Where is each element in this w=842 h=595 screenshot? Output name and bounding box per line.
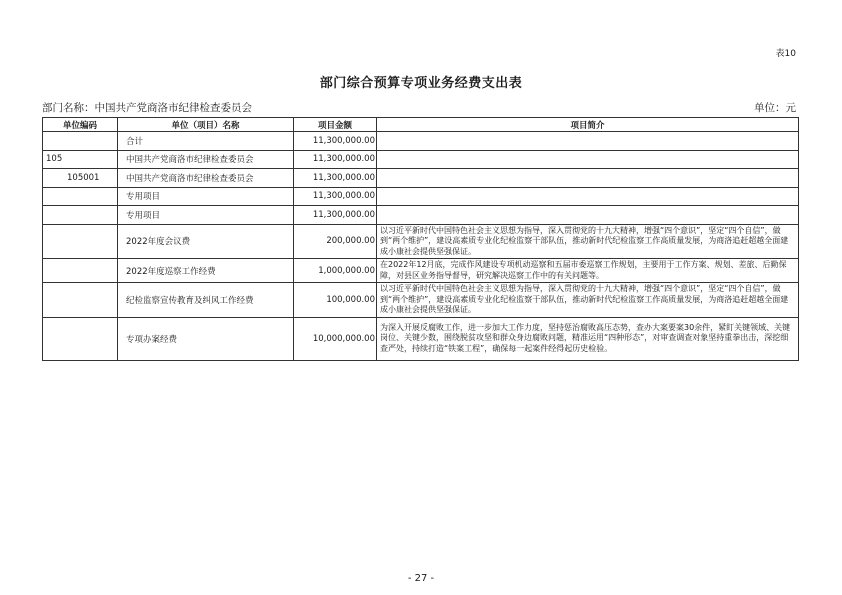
- row-description: [377, 150, 799, 169]
- table-row: [43, 317, 799, 360]
- row-code: [43, 259, 118, 283]
- row-code: [43, 224, 118, 259]
- row-description: 以习近平新时代中国特色社会主义思想为指导，深入贯彻党的十九大精神，增强“四个意识”，坚定“四个自信”，做到“两个维护”，建设高素质专业化纪检监察干部队伍，推动新时代纪检监察工作高质量发展，为商洛追赶超越全面建成小康社会提供坚强保证。: [377, 283, 799, 318]
- row-amount: 11,300,000.00: [294, 150, 377, 169]
- row-description: 以习近平新时代中国特色社会主义思想为指导，深入贯彻党的十九大精神，增强“四个意识”，坚定“四个自信”，做到“两个维护”，建设高素质专业化纪检监察干部队伍，推动新时代纪检监察工作高质量发展，为商洛追赶超越全面建成小康社会提供坚强保证。: [377, 224, 799, 259]
- table-row: [43, 206, 799, 225]
- table-row: [43, 259, 799, 283]
- row-name: 专项办案经费: [118, 317, 294, 360]
- row-description: [377, 132, 799, 151]
- table-row: [43, 150, 799, 169]
- row-name: 中国共产党商洛市纪律检查委员会: [118, 169, 294, 188]
- table-row: [43, 283, 799, 318]
- column-header-amount: 项目金额: [294, 118, 377, 132]
- table-row: [43, 187, 799, 206]
- row-code: [43, 206, 118, 225]
- row-code: [43, 283, 118, 318]
- row-description: 在2022年12月底，完成作风建设专项机动巡察和五届市委巡察工作规划，主要用于工作方案、规划、差旅、后勤保障，对县区业务指导督导，研究解决巡察工作中的有关问题等。: [377, 259, 799, 283]
- row-amount: 11,300,000.00: [294, 132, 377, 151]
- table-row: [43, 224, 799, 259]
- row-name: 专用项目: [118, 206, 294, 225]
- table-header-row: [43, 118, 799, 132]
- row-amount: 1,000,000.00: [294, 259, 377, 283]
- table-row: [43, 132, 799, 151]
- row-amount: 10,000,000.00: [294, 317, 377, 360]
- table-number-tag: 表10: [775, 49, 796, 59]
- row-name: 专用项目: [118, 187, 294, 206]
- row-name: 中国共产党商洛市纪律检查委员会: [118, 150, 294, 169]
- row-description: [377, 206, 799, 225]
- row-name: 2022年度会议费: [118, 224, 294, 259]
- table-row: [43, 169, 799, 188]
- row-amount: 11,300,000.00: [294, 169, 377, 188]
- row-description: 为深入开展反腐败工作，进一步加大工作力度，坚持惩治腐败高压态势，查办大案要案30余件，紧盯关键领域、关键岗位、关键少数，围绕脱贫攻坚和群众身边腐败问题，精准运用“四种形态”，对审查调查对象坚持重拳出击，深挖细查严处，持续打造“铁案工程”，确保每一起案件经得起历史检验。: [377, 317, 799, 360]
- row-code: 105: [43, 150, 118, 169]
- row-amount: 11,300,000.00: [294, 206, 377, 225]
- column-header-description: 项目简介: [377, 118, 799, 132]
- department-label: 部门名称：中国共产党商洛市纪律检查委员会: [42, 102, 252, 114]
- row-name: 纪检监察宣传教育及纠风工作经费: [118, 283, 294, 318]
- page-title: 部门综合预算专项业务经费支出表: [319, 76, 523, 91]
- row-code: [43, 317, 118, 360]
- column-header-name: 单位（项目）名称: [118, 118, 294, 132]
- row-name: 2022年度巡察工作经费: [118, 259, 294, 283]
- expenditure-table: [42, 117, 799, 361]
- row-amount: 100,000.00: [294, 283, 377, 318]
- row-name: 合计: [118, 132, 294, 151]
- row-code: 105001: [43, 169, 118, 188]
- column-header-code: 单位编码: [43, 118, 118, 132]
- row-description: [377, 169, 799, 188]
- row-amount: 11,300,000.00: [294, 187, 377, 206]
- page-number: - 27 -: [407, 573, 435, 584]
- row-amount: 200,000.00: [294, 224, 377, 259]
- unit-label: 单位：元: [754, 102, 796, 114]
- row-description: [377, 187, 799, 206]
- row-code: [43, 132, 118, 151]
- row-code: [43, 187, 118, 206]
